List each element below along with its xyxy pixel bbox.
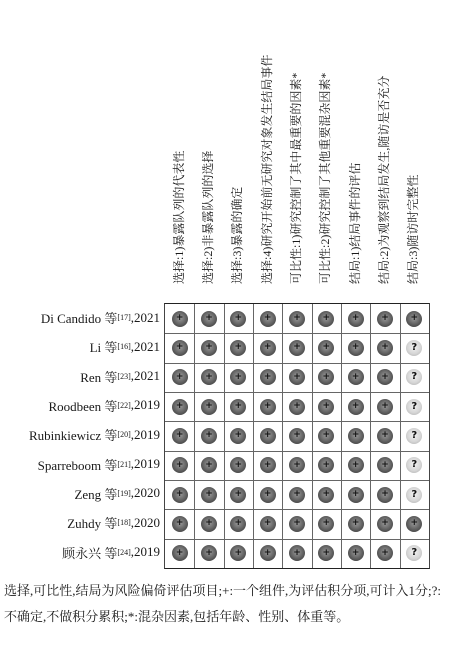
rating-plus-icon: [318, 311, 334, 327]
rating-plus-icon: [377, 340, 393, 356]
rating-plus-icon: [289, 340, 305, 356]
study-reference: [16]: [117, 342, 131, 352]
grid-vline: [400, 304, 401, 568]
rating-plus-icon: [260, 369, 276, 385]
study-year: ,2019: [130, 397, 160, 413]
grid-hline: [165, 480, 429, 481]
rating-symbol: +: [322, 547, 331, 558]
rating-symbol: +: [175, 401, 184, 412]
rating-plus-icon: [348, 399, 364, 415]
study-reference: [21]: [117, 459, 131, 469]
rating-plus-icon: [289, 545, 305, 561]
rating-symbol: +: [293, 342, 301, 353]
rating-symbol: +: [322, 459, 331, 470]
grid-hline: [165, 392, 429, 393]
rating-symbol: +: [234, 518, 243, 529]
study-reference: [20]: [117, 430, 131, 440]
column-header-label: 结局:1)结局事件的评估: [347, 162, 362, 284]
rating-unclear-icon: [406, 545, 422, 561]
rating-symbol: +: [263, 371, 272, 382]
rating-symbol: +: [351, 518, 360, 529]
rating-symbol: +: [351, 313, 360, 324]
study-author: Rubinkiewicz 等: [28, 428, 118, 444]
study-author: Zuhdy 等: [67, 516, 118, 532]
grid-vline: [341, 304, 342, 568]
column-header-label: 可比性:1)研究控制了其中最重要的因素*: [288, 72, 303, 284]
study-year: ,2021: [130, 338, 160, 354]
rating-plus-icon: [289, 516, 305, 532]
grid-vline: [224, 304, 225, 568]
rating-plus-icon: [318, 516, 334, 532]
rating-plus-icon: [348, 487, 364, 503]
study-author: Sparreboom 等: [37, 457, 118, 473]
rating-plus-icon: [230, 487, 246, 503]
rating-symbol: +: [293, 430, 301, 441]
study-author: Di Candido 等: [40, 311, 118, 326]
rating-symbol: +: [205, 371, 213, 382]
column-header: [311, 0, 340, 302]
rating-symbol: +: [263, 547, 272, 558]
rating-symbol: +: [351, 401, 360, 412]
study-year: ,2021: [130, 309, 160, 325]
risk-of-bias-grid: [164, 303, 430, 569]
rating-symbol: +: [293, 547, 301, 558]
study-reference: [18]: [117, 518, 131, 528]
column-header-label: 选择:3)暴露的确定: [230, 186, 245, 284]
rating-symbol: +: [322, 371, 331, 382]
column-header-label: 可比性:2)研究控制了其他重要混杂因素*: [318, 72, 333, 284]
study-label: [0, 362, 160, 391]
grid-vline: [312, 304, 313, 568]
rating-unclear-icon: [406, 369, 422, 385]
rating-plus-icon: [318, 340, 334, 356]
rating-plus-icon: [348, 428, 364, 444]
study-reference: [22]: [117, 400, 131, 410]
rating-unclear-icon: [406, 340, 422, 356]
rating-symbol: +: [234, 547, 243, 558]
rating-plus-icon: [318, 457, 334, 473]
rating-symbol: +: [205, 430, 213, 441]
rating-symbol: +: [381, 401, 389, 412]
rating-plus-icon: [201, 487, 217, 503]
rating-plus-icon: [289, 311, 305, 327]
rating-plus-icon: [348, 516, 364, 532]
rating-unclear-icon: [406, 487, 422, 503]
rating-symbol: +: [205, 342, 213, 353]
rating-plus-icon: [201, 516, 217, 532]
rating-symbol: +: [351, 371, 360, 382]
rating-symbol: ?: [411, 400, 418, 412]
study-reference: [23]: [117, 371, 131, 381]
rating-symbol: +: [351, 547, 360, 558]
rating-plus-icon: [201, 311, 217, 327]
rating-symbol: +: [322, 430, 331, 441]
study-label: [0, 508, 160, 537]
study-label: [0, 479, 160, 508]
rating-symbol: +: [263, 518, 272, 529]
rating-symbol: +: [175, 371, 184, 382]
rating-plus-icon: [172, 457, 188, 473]
rating-plus-icon: [406, 311, 422, 327]
rating-plus-icon: [377, 428, 393, 444]
rating-plus-icon: [172, 399, 188, 415]
rating-symbol: +: [381, 489, 389, 500]
column-header: [369, 0, 398, 302]
column-header-label: 选择:2)非暴露队列的选择: [200, 150, 215, 284]
rating-symbol: +: [381, 342, 389, 353]
grid-hline: [165, 509, 429, 510]
rating-symbol: +: [263, 489, 272, 500]
column-header: [164, 0, 193, 302]
rating-plus-icon: [260, 399, 276, 415]
rating-plus-icon: [260, 311, 276, 327]
rating-plus-icon: [260, 516, 276, 532]
rating-symbol: +: [175, 313, 184, 324]
study-author: Li 等: [89, 340, 118, 356]
rating-plus-icon: [201, 369, 217, 385]
study-year: ,2021: [130, 368, 160, 384]
rating-symbol: +: [351, 459, 360, 470]
column-header-label: 结局:2)为观察到结局发生,随访是否充分: [376, 75, 391, 284]
rating-symbol: +: [205, 313, 213, 324]
rating-unclear-icon: [406, 399, 422, 415]
rating-plus-icon: [230, 399, 246, 415]
study-label: [0, 303, 160, 332]
rating-unclear-icon: [406, 457, 422, 473]
rating-symbol: +: [293, 371, 301, 382]
rating-symbol: +: [175, 342, 184, 353]
rating-symbol: +: [322, 518, 331, 529]
rating-plus-icon: [377, 311, 393, 327]
study-year: ,2019: [130, 544, 160, 560]
rating-plus-icon: [318, 487, 334, 503]
column-header: [223, 0, 252, 302]
rating-unclear-icon: [406, 428, 422, 444]
rating-symbol: +: [205, 547, 213, 558]
rating-plus-icon: [377, 487, 393, 503]
rating-symbol: +: [293, 518, 301, 529]
rating-plus-icon: [201, 545, 217, 561]
rating-plus-icon: [260, 457, 276, 473]
rating-plus-icon: [201, 399, 217, 415]
grid-vline: [370, 304, 371, 568]
rating-plus-icon: [230, 516, 246, 532]
column-header: [340, 0, 369, 302]
rating-plus-icon: [289, 487, 305, 503]
rating-symbol: +: [175, 518, 184, 529]
rating-symbol: ?: [411, 488, 418, 500]
rating-plus-icon: [201, 457, 217, 473]
rating-plus-icon: [289, 428, 305, 444]
column-header-label: 选择:4)研究开始前无研究对象发生结局事件: [259, 54, 274, 284]
study-year: ,2020: [130, 485, 160, 501]
rating-symbol: +: [322, 313, 331, 324]
rating-symbol: +: [263, 459, 272, 470]
rating-plus-icon: [260, 487, 276, 503]
rating-plus-icon: [172, 487, 188, 503]
rating-symbol: +: [234, 342, 243, 353]
study-label: [0, 391, 160, 420]
grid-hline: [165, 363, 429, 364]
rating-symbol: +: [381, 430, 389, 441]
rating-plus-icon: [318, 428, 334, 444]
column-header: [399, 0, 428, 302]
grid-hline: [165, 421, 429, 422]
footnote: 选择,可比性,结局为风险偏倚评估项目;+:一个组件,为评估积分项,可计入1分;?:不确定,不做积分累积;*:混杂因素,包括年龄、性别、体重等。: [4, 583, 442, 624]
rating-symbol: +: [293, 313, 301, 324]
study-label: [0, 332, 160, 361]
rating-symbol: +: [175, 459, 184, 470]
rating-plus-icon: [260, 428, 276, 444]
rating-symbol: +: [381, 459, 389, 470]
rating-plus-icon: [348, 340, 364, 356]
rating-symbol: +: [410, 518, 419, 529]
rating-symbol: +: [263, 401, 272, 412]
rating-symbol: +: [175, 430, 184, 441]
grid-vline: [253, 304, 254, 568]
rating-symbol: +: [205, 459, 213, 470]
rating-plus-icon: [172, 428, 188, 444]
rating-symbol: +: [351, 430, 360, 441]
rating-symbol: +: [293, 401, 301, 412]
grid-vline: [194, 304, 195, 568]
rating-symbol: ?: [411, 341, 418, 353]
rating-symbol: +: [234, 430, 243, 441]
rating-symbol: ?: [411, 429, 418, 441]
rating-plus-icon: [289, 457, 305, 473]
rating-plus-icon: [230, 457, 246, 473]
rating-symbol: +: [322, 489, 331, 500]
rating-plus-icon: [230, 340, 246, 356]
rating-plus-icon: [348, 311, 364, 327]
rating-plus-icon: [289, 369, 305, 385]
rating-symbol: +: [205, 518, 213, 529]
rating-symbol: +: [381, 313, 389, 324]
grid-hline: [165, 451, 429, 452]
rating-plus-icon: [348, 545, 364, 561]
rating-plus-icon: [377, 457, 393, 473]
rating-symbol: +: [293, 459, 301, 470]
study-year: ,2020: [130, 514, 160, 530]
column-header-label: 选择:1)暴露队列的代表性: [171, 150, 186, 284]
rating-plus-icon: [230, 369, 246, 385]
rating-plus-icon: [230, 428, 246, 444]
rating-symbol: +: [175, 489, 184, 500]
rating-plus-icon: [318, 369, 334, 385]
rating-plus-icon: [377, 516, 393, 532]
rating-symbol: +: [322, 401, 331, 412]
rating-plus-icon: [230, 311, 246, 327]
rating-plus-icon: [172, 516, 188, 532]
rating-plus-icon: [230, 545, 246, 561]
rating-plus-icon: [172, 340, 188, 356]
rating-plus-icon: [172, 369, 188, 385]
rating-symbol: +: [234, 371, 243, 382]
rating-symbol: +: [293, 489, 301, 500]
rating-symbol: +: [381, 547, 389, 558]
rating-plus-icon: [348, 457, 364, 473]
study-label: [0, 450, 160, 479]
rating-symbol: +: [175, 547, 184, 558]
rating-plus-icon: [201, 428, 217, 444]
rating-plus-icon: [348, 369, 364, 385]
rating-symbol: +: [234, 401, 243, 412]
study-reference: [24]: [117, 547, 131, 557]
study-author: Roodbeen 等: [48, 398, 118, 414]
rating-symbol: +: [381, 518, 389, 529]
study-author: Zeng 等: [74, 486, 118, 502]
rating-plus-icon: [406, 516, 422, 532]
rating-symbol: ?: [411, 547, 418, 559]
rating-symbol: +: [410, 313, 419, 324]
rating-symbol: +: [263, 430, 272, 441]
rating-symbol: +: [381, 371, 389, 382]
column-header-label: 结局:3)随访时完整性: [406, 174, 421, 284]
rating-plus-icon: [201, 340, 217, 356]
grid-hline: [165, 539, 429, 540]
rating-symbol: +: [351, 489, 360, 500]
rating-plus-icon: [260, 545, 276, 561]
rating-symbol: +: [234, 313, 243, 324]
study-reference: [19]: [117, 488, 131, 498]
rating-plus-icon: [289, 399, 305, 415]
rating-symbol: ?: [411, 459, 418, 471]
rating-plus-icon: [318, 399, 334, 415]
study-label: [0, 538, 160, 567]
rating-symbol: +: [351, 342, 360, 353]
rating-symbol: +: [263, 342, 272, 353]
column-header: [193, 0, 222, 302]
rating-plus-icon: [318, 545, 334, 561]
rating-symbol: +: [234, 459, 243, 470]
rating-plus-icon: [172, 545, 188, 561]
rating-plus-icon: [377, 545, 393, 561]
study-year: ,2019: [130, 456, 160, 472]
study-reference: [17]: [117, 313, 131, 322]
column-header: [281, 0, 310, 302]
rating-plus-icon: [260, 340, 276, 356]
rating-plus-icon: [172, 311, 188, 327]
rating-symbol: ?: [411, 371, 418, 383]
rating-symbol: +: [322, 342, 331, 353]
grid-vline: [282, 304, 283, 568]
rating-plus-icon: [377, 399, 393, 415]
rating-symbol: +: [205, 401, 213, 412]
rating-symbol: +: [263, 313, 272, 324]
study-label: [0, 420, 160, 449]
column-header: [252, 0, 281, 302]
study-year: ,2019: [130, 426, 160, 442]
rating-plus-icon: [377, 369, 393, 385]
rating-symbol: +: [234, 489, 243, 500]
study-author: 顾永兴 等: [62, 545, 118, 561]
grid-hline: [165, 333, 429, 334]
study-author: Ren 等: [80, 369, 118, 385]
rating-symbol: +: [205, 489, 213, 500]
